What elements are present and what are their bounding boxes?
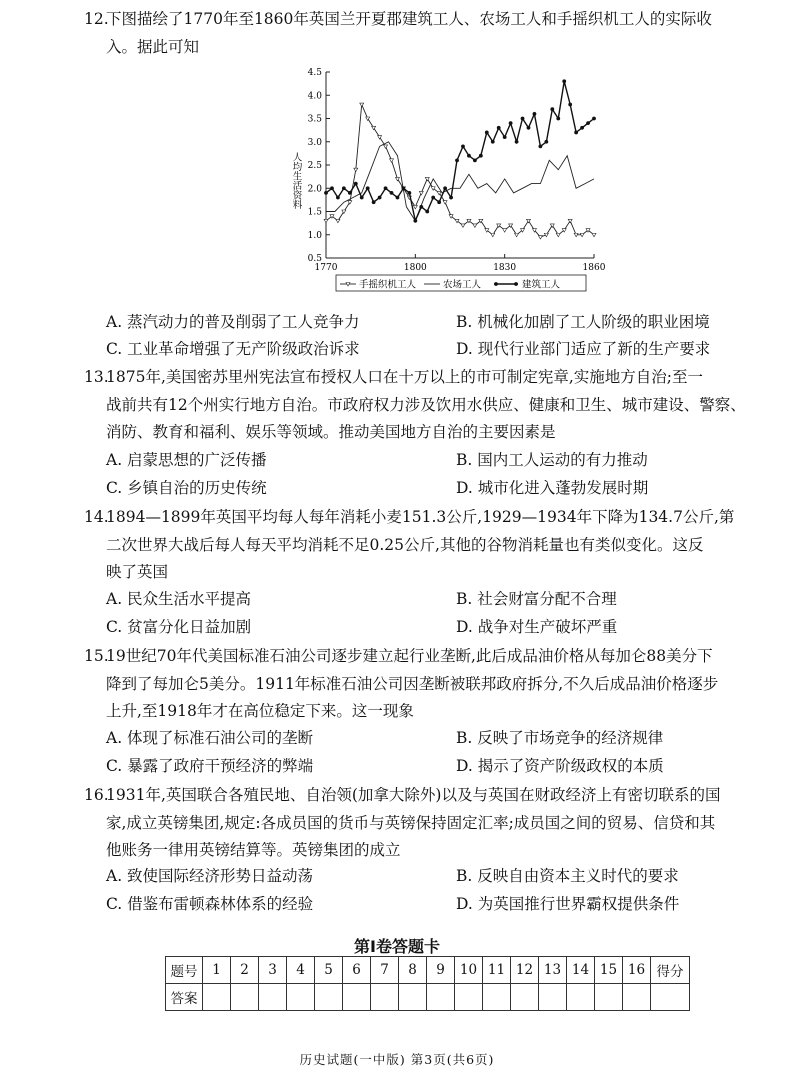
option-a[interactable]: A. 致使国际经济形势日益动荡	[106, 867, 314, 885]
row-label: 题号	[166, 957, 203, 984]
option-b[interactable]: B. 反映了市场竞争的经济规律	[456, 729, 664, 747]
x-tick-label: 1770	[314, 263, 338, 273]
data-point	[396, 196, 400, 200]
data-point	[372, 200, 376, 204]
data-point	[562, 79, 566, 83]
answer-cell[interactable]	[203, 984, 231, 1011]
question-14	[84, 504, 786, 587]
data-point	[324, 219, 328, 223]
answer-cell[interactable]	[259, 984, 287, 1011]
data-point	[336, 196, 340, 200]
question-stem-line: 入。据此可知	[106, 37, 200, 56]
data-point	[449, 196, 453, 200]
data-point	[348, 191, 352, 195]
question-number: 15.	[84, 647, 109, 665]
data-point	[461, 145, 465, 149]
x-tick-label: 1800	[403, 263, 427, 273]
question-stem-line: 二次世界大战后每人每天平均消耗不足0.25公斤,其他的谷物消耗量也有类似变化。这反	[106, 535, 704, 554]
data-point	[378, 196, 382, 200]
option-c[interactable]: C. 暴露了政府干预经济的弊端	[106, 757, 314, 775]
question-stem-line: 家,成立英镑集团,规定:各成员国的货币与英镑保持固定汇率;成员国之间的贸易、信贷和其	[106, 813, 716, 832]
question-12	[84, 6, 786, 61]
y-tick-label: 4.5	[307, 68, 322, 78]
question-15	[84, 643, 786, 726]
option-a[interactable]: A. 蒸汽动力的普及削弱了工人竞争力	[106, 313, 360, 331]
data-point	[574, 131, 578, 135]
question-stem-line: 上升,至1918年才在高位稳定下来。这一现象	[106, 702, 414, 720]
answer-cell[interactable]	[231, 984, 259, 1011]
answer-cell[interactable]	[343, 984, 371, 1011]
question-number-cell: 6	[343, 957, 371, 984]
question-stem-line: 下图描绘了1770年至1860年英国兰开夏郡建筑工人、农场工人和手摇织机工人的实际收	[106, 10, 712, 28]
option-c[interactable]: C. 贫富分化日益加剧	[106, 618, 252, 636]
question-stem-line: 战前共有12个州实行地方自治。市政府权力涉及饮用水供应、健康和卫生、城市建设、警察、	[106, 395, 746, 414]
data-point	[527, 126, 531, 130]
question-stem-line: 1894—1899年英国平均每人每年消耗小麦151.3公斤,1929—1934年下降为134.7公斤,第	[106, 508, 735, 526]
x-tick-label: 1860	[582, 263, 606, 273]
data-point	[503, 229, 507, 233]
question-number-cell: 13	[539, 957, 567, 984]
score-cell[interactable]	[651, 984, 690, 1011]
data-point	[539, 145, 543, 149]
data-point	[467, 154, 471, 158]
data-point	[544, 140, 548, 144]
answer-cell[interactable]	[315, 984, 343, 1011]
data-point	[342, 186, 346, 190]
option-b[interactable]: B. 国内工人运动的有力推动	[456, 451, 648, 469]
question-stem-line: 消防、教育和福利、娱乐等领域。推动美国地方自治的主要因素是	[106, 423, 556, 441]
data-point	[485, 131, 489, 135]
answer-cell[interactable]	[287, 984, 315, 1011]
question-number-cell: 11	[483, 957, 511, 984]
y-tick-label: 2.5	[307, 161, 322, 171]
question-number-cell: 10	[455, 957, 483, 984]
data-point	[550, 107, 554, 111]
question-number-cell: 12	[511, 957, 539, 984]
legend-label: 手摇织机工人	[359, 279, 417, 291]
data-point	[366, 186, 370, 190]
option-d[interactable]: D. 战争对生产破坏严重	[456, 618, 618, 636]
income-line-chart	[290, 62, 610, 306]
data-point	[515, 233, 519, 237]
option-d[interactable]: D. 城市化进入蓬勃发展时期	[456, 479, 649, 497]
answer-cell[interactable]	[427, 984, 455, 1011]
answer-cell[interactable]	[623, 984, 651, 1011]
option-c[interactable]: C. 乡镇自治的历史传统	[106, 479, 267, 497]
answer-card-table	[165, 956, 690, 1011]
data-point	[425, 210, 429, 214]
data-point	[419, 205, 423, 209]
answer-cell[interactable]	[455, 984, 483, 1011]
y-tick-label: 1.0	[307, 230, 322, 241]
question-16	[84, 782, 786, 865]
y-tick-label: 2.0	[307, 184, 322, 195]
answer-card-number-row	[166, 957, 690, 984]
row-label: 答案	[166, 984, 203, 1011]
data-point	[521, 117, 525, 121]
data-point	[455, 158, 459, 162]
question-stem-line: 1875年,美国密苏里州宪法宣布授权人口在十万以上的市可制定宪章,实施地方自治;至一	[106, 368, 704, 386]
y-axis-label: 人均生活资料	[290, 152, 302, 209]
answer-cell[interactable]	[539, 984, 567, 1011]
question-number-cell: 3	[259, 957, 287, 984]
option-c[interactable]: C. 工业革命增强了无产阶级政治诉求	[106, 340, 360, 358]
data-point	[384, 145, 388, 149]
question-number-cell: 5	[315, 957, 343, 984]
series-line-3	[326, 81, 594, 221]
data-point	[497, 126, 501, 130]
data-point	[413, 205, 417, 209]
data-point	[360, 103, 364, 107]
option-a[interactable]: A. 体现了标准石油公司的垄断	[106, 729, 314, 747]
question-number-cell: 16	[623, 957, 651, 984]
data-point	[384, 186, 388, 190]
question-number-cell: 14	[567, 957, 595, 984]
answer-cell[interactable]	[567, 984, 595, 1011]
answer-cell[interactable]	[371, 984, 399, 1011]
legend-label: 农场工人	[443, 279, 482, 291]
legend-label: 建筑工人	[522, 279, 561, 291]
option-a[interactable]: A. 民众生活水平提高	[106, 590, 252, 608]
option-a[interactable]: A. 启蒙思想的广泛传播	[106, 451, 267, 469]
question-number-cell: 9	[427, 957, 455, 984]
question-number: 16.	[84, 786, 109, 804]
question-number-cell: 1	[203, 957, 231, 984]
data-point	[461, 224, 465, 228]
data-point	[568, 103, 572, 107]
option-d[interactable]: D. 为英国推行世界霸权提供条件	[456, 895, 680, 913]
data-point	[473, 224, 477, 228]
question-number-cell: 15	[595, 957, 623, 984]
score-label: 得分	[651, 957, 690, 984]
data-point	[390, 191, 394, 195]
question-stem-line: 降到了每加仑5美分。1911年标准石油公司因垄断被联邦政府拆分,不久后成品油价格逐步	[106, 674, 719, 693]
data-point	[360, 196, 364, 200]
question-number: 12.	[84, 10, 109, 28]
question-number: 13.	[84, 368, 109, 386]
series-line-1	[326, 105, 594, 238]
y-tick-label: 4.0	[307, 91, 322, 102]
answer-cell[interactable]	[483, 984, 511, 1011]
question-number: 14.	[84, 508, 109, 526]
y-tick-label: 0.5	[307, 254, 322, 264]
data-point	[592, 117, 596, 121]
data-point	[413, 219, 417, 223]
legend-marker	[514, 282, 518, 286]
data-point	[538, 236, 542, 240]
y-tick-label: 3.5	[307, 114, 322, 125]
data-point	[402, 186, 406, 190]
question-stem-line: 19世纪70年代美国标准石油公司逐步建立起行业垄断,此后成品油价格从每加仑88美分下	[106, 647, 713, 665]
answer-card-answer-row	[166, 984, 690, 1011]
answer-cell[interactable]	[511, 984, 539, 1011]
option-c[interactable]: C. 借鉴布雷顿森林体系的经验	[106, 895, 314, 913]
data-point	[491, 233, 495, 237]
option-b[interactable]: B. 社会财富分配不合理	[456, 590, 617, 608]
data-point	[586, 121, 590, 125]
option-d[interactable]: D. 现代行业部门适应了新的生产要求	[456, 340, 711, 358]
question-number-cell: 4	[287, 957, 315, 984]
option-d[interactable]: D. 揭示了资产阶级政权的本质	[456, 757, 664, 775]
data-point	[515, 140, 519, 144]
data-point	[354, 168, 358, 172]
data-point	[473, 158, 477, 162]
data-point	[431, 196, 435, 200]
data-point	[509, 121, 513, 125]
option-b[interactable]: B. 机械化加剧了工人阶级的职业困境	[456, 313, 710, 331]
data-point	[479, 154, 483, 158]
legend-marker	[494, 282, 498, 286]
data-point	[580, 126, 584, 130]
data-point	[592, 233, 596, 237]
data-point	[556, 233, 560, 237]
data-point	[336, 219, 340, 223]
data-point	[407, 191, 411, 195]
question-number-cell: 2	[231, 957, 259, 984]
data-point	[330, 186, 334, 190]
data-point	[533, 112, 537, 116]
answer-card-title: 第Ⅰ卷答题卡	[354, 937, 440, 956]
data-point	[443, 201, 447, 205]
data-point	[556, 117, 560, 121]
page-footer: 历史试题(一中版) 第3页(共6页)	[299, 1052, 495, 1067]
answer-cell[interactable]	[399, 984, 427, 1011]
question-number-cell: 7	[371, 957, 399, 984]
data-point	[503, 135, 507, 139]
y-tick-label: 1.5	[307, 207, 322, 218]
data-point	[354, 182, 358, 186]
data-point	[491, 140, 495, 144]
question-13	[84, 364, 786, 447]
question-stem-line: 映了英国	[106, 563, 169, 581]
question-stem-line: 1931年,英国联合各殖民地、自治领(加拿大除外)以及与英国在财政经济上有密切联系的国	[106, 786, 721, 804]
option-b[interactable]: B. 反映自由资本主义时代的要求	[456, 867, 679, 885]
data-point	[419, 191, 423, 195]
answer-cell[interactable]	[595, 984, 623, 1011]
data-point	[390, 159, 394, 163]
data-point	[324, 191, 328, 195]
question-stem-line: 他账务一律用英镑结算等。英镑集团的成立	[106, 841, 401, 859]
y-tick-label: 3.0	[307, 137, 322, 148]
data-point	[443, 186, 447, 190]
data-point	[437, 200, 441, 204]
question-number-cell: 8	[399, 957, 427, 984]
x-tick-label: 1830	[493, 263, 517, 273]
